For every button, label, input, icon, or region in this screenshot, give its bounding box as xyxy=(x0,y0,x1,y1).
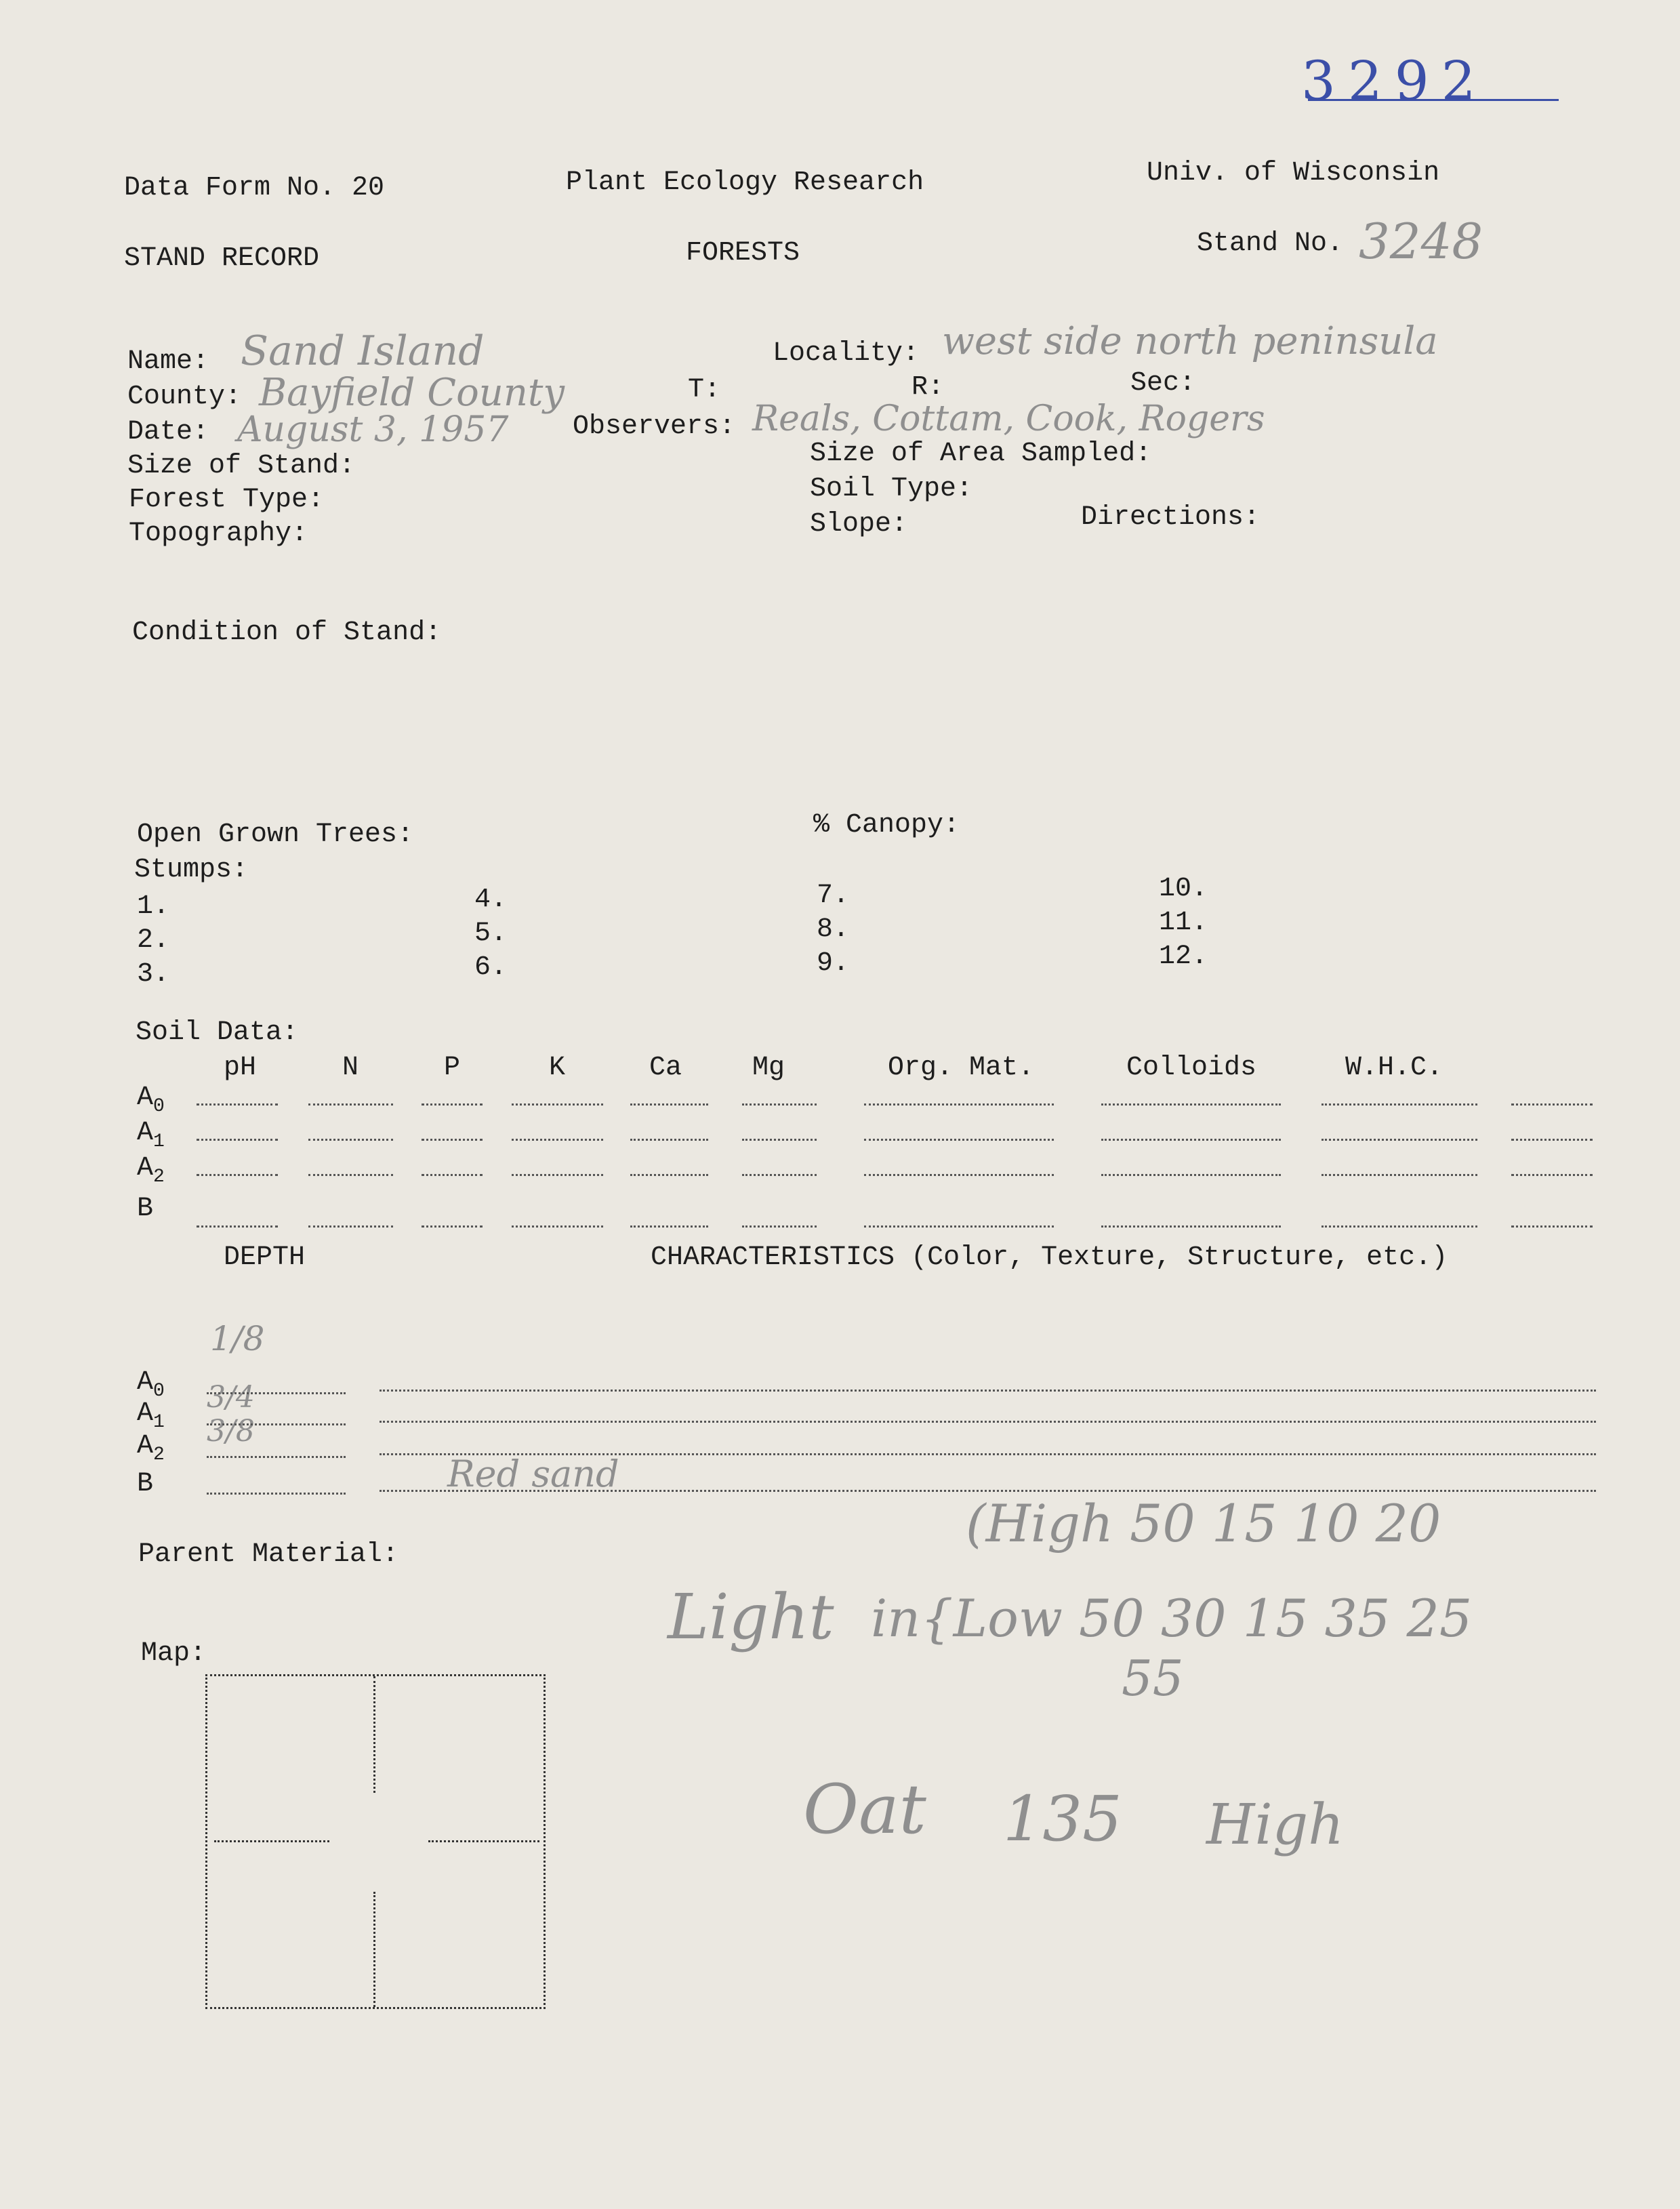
note-line: in{Low 50 30 15 35 25 xyxy=(871,1588,1473,1648)
soil-cell-line xyxy=(1511,1103,1593,1106)
locality-label: Locality: xyxy=(773,338,920,369)
note-line: 55 xyxy=(1122,1650,1184,1707)
soil-cell-line xyxy=(308,1225,393,1228)
record-title: STAND RECORD xyxy=(124,243,320,274)
stump-number: 8. xyxy=(817,914,850,945)
soil-cell-line xyxy=(1101,1225,1281,1228)
soil-column-header: Mg xyxy=(752,1053,785,1083)
note-line: Light xyxy=(668,1581,834,1653)
soil-cell-line xyxy=(864,1225,1054,1228)
size-of-stand-label: Size of Stand: xyxy=(127,451,356,481)
soil-cell-line xyxy=(864,1139,1054,1141)
soil-cell-line xyxy=(742,1139,817,1141)
stand-no-value: 3248 xyxy=(1359,213,1483,270)
soil-cell-line xyxy=(742,1103,817,1106)
university: Univ. of Wisconsin xyxy=(1147,158,1440,188)
stand-no-label: Stand No. xyxy=(1197,228,1344,259)
canopy-label: % Canopy: xyxy=(813,810,960,840)
soil-cell-line xyxy=(308,1103,393,1106)
range-label: R: xyxy=(911,372,945,403)
corner-number-underline xyxy=(1308,99,1559,101)
soil-cell-line xyxy=(1511,1139,1593,1141)
soil-column-header: Colloids xyxy=(1126,1053,1257,1083)
characteristics-line xyxy=(380,1453,1596,1455)
form-number: Data Form No. 20 xyxy=(124,173,385,203)
soil-column-header: K xyxy=(549,1053,566,1083)
soil-cell-line xyxy=(742,1225,817,1228)
date-value: August 3, 1957 xyxy=(237,409,509,450)
soil-cell-line xyxy=(1101,1174,1281,1176)
stump-number: 5. xyxy=(474,918,508,949)
organization: Plant Ecology Research xyxy=(566,167,924,198)
soil-cell-line xyxy=(742,1174,817,1176)
soil-cell-line xyxy=(422,1174,483,1176)
note-line: (High 50 15 10 20 xyxy=(966,1493,1441,1554)
observers-label: Observers: xyxy=(573,411,736,442)
depth-label: DEPTH xyxy=(224,1242,306,1273)
soil-cell-line xyxy=(630,1225,708,1228)
soil-column-header: Ca xyxy=(649,1053,682,1083)
map-grid-line xyxy=(428,1840,539,1842)
soil-cell-line xyxy=(1101,1139,1281,1141)
stump-number: 7. xyxy=(817,880,850,911)
depth-line xyxy=(207,1456,346,1458)
map-box xyxy=(205,1674,546,2009)
stump-number: 3. xyxy=(137,959,170,990)
parent-material-label: Parent Material: xyxy=(138,1539,399,1570)
soil-cell-line xyxy=(1511,1225,1593,1228)
horizon-label: $A_2$ xyxy=(137,1153,165,1188)
depth-value: 3/4 xyxy=(207,1380,255,1415)
locality-value: west side north peninsula xyxy=(942,319,1438,363)
condition-label: Condition of Stand: xyxy=(132,617,442,648)
topography-label: Topography: xyxy=(129,519,308,549)
section-label: Sec: xyxy=(1130,368,1196,399)
stump-number: 12. xyxy=(1159,941,1208,972)
county-value: Bayfield County xyxy=(259,371,565,415)
soil-cell-line xyxy=(197,1139,278,1141)
stump-number: 2. xyxy=(137,925,170,956)
characteristics-line xyxy=(380,1490,1596,1492)
soil-column-header: pH xyxy=(224,1053,257,1083)
soil-cell-line xyxy=(512,1103,603,1106)
soil-cell-line xyxy=(1322,1103,1477,1106)
soil-cell-line xyxy=(630,1139,708,1141)
soil-data-title: Soil Data: xyxy=(136,1017,299,1048)
soil-cell-line xyxy=(512,1139,603,1141)
soil-cell-line xyxy=(1101,1103,1281,1106)
note-line: High xyxy=(1206,1793,1345,1857)
open-grown-label: Open Grown Trees: xyxy=(137,819,414,850)
county-label: County: xyxy=(127,382,242,412)
soil-type-label: Soil Type: xyxy=(810,474,973,504)
soil-column-header: P xyxy=(444,1053,461,1083)
soil-cell-line xyxy=(197,1174,278,1176)
township-label: T: xyxy=(688,375,721,405)
soil-cell-line xyxy=(864,1174,1054,1176)
depth-line xyxy=(207,1423,346,1425)
horizon-label: B xyxy=(137,1194,154,1224)
note-line: 135 xyxy=(1003,1783,1122,1855)
soil-cell-line xyxy=(1322,1225,1477,1228)
soil-cell-line xyxy=(422,1225,483,1228)
soil-cell-line xyxy=(422,1139,483,1141)
form-type: FORESTS xyxy=(686,238,800,268)
soil-column-header: W.H.C. xyxy=(1345,1053,1443,1083)
observers-value: Reals, Cottam, Cook, Rogers xyxy=(752,399,1265,439)
soil-cell-line xyxy=(197,1225,278,1228)
map-grid-line xyxy=(373,1676,375,1793)
slope-label: Slope: xyxy=(810,509,908,540)
forest-type-label: Forest Type: xyxy=(129,485,325,515)
stump-number: 9. xyxy=(817,948,850,979)
map-grid-line xyxy=(373,1892,375,2007)
name-label: Name: xyxy=(127,346,209,377)
horizon-label: B xyxy=(137,1469,154,1499)
characteristic-value: Red sand xyxy=(447,1453,619,1495)
stumps-label: Stumps: xyxy=(134,855,249,885)
depth-value: 1/8 xyxy=(210,1319,265,1358)
soil-column-header: N xyxy=(342,1053,359,1083)
stump-number: 4. xyxy=(474,885,508,915)
horizon-label: $A_0$ xyxy=(137,1082,165,1117)
horizon-label: $A_0$ xyxy=(137,1367,165,1402)
size-of-area-label: Size of Area Sampled: xyxy=(810,439,1152,469)
soil-cell-line xyxy=(512,1225,603,1228)
soil-cell-line xyxy=(1322,1174,1477,1176)
soil-cell-line xyxy=(422,1103,483,1106)
soil-cell-line xyxy=(512,1174,603,1176)
map-grid-line xyxy=(214,1840,329,1842)
date-label: Date: xyxy=(127,417,209,447)
soil-cell-line xyxy=(197,1103,278,1106)
soil-cell-line xyxy=(1511,1174,1593,1176)
stump-number: 11. xyxy=(1159,908,1208,938)
stump-number: 6. xyxy=(474,952,508,983)
soil-cell-line xyxy=(308,1174,393,1176)
characteristics-label: CHARACTERISTICS (Color, Texture, Structure, etc.) xyxy=(651,1242,1448,1273)
characteristics-line xyxy=(380,1421,1596,1423)
depth-line xyxy=(207,1493,346,1495)
directions-label: Directions: xyxy=(1081,502,1261,533)
name-value: Sand Island xyxy=(241,327,485,375)
map-label: Map: xyxy=(141,1638,207,1669)
horizon-label: $A_2$ xyxy=(137,1431,165,1465)
soil-cell-line xyxy=(1322,1139,1477,1141)
horizon-label: $A_1$ xyxy=(137,1118,165,1152)
stump-number: 1. xyxy=(137,891,170,922)
soil-cell-line xyxy=(308,1139,393,1141)
soil-column-header: Org. Mat. xyxy=(888,1053,1035,1083)
soil-cell-line xyxy=(864,1103,1054,1106)
characteristics-line xyxy=(380,1390,1596,1392)
depth-line xyxy=(207,1392,346,1394)
soil-cell-line xyxy=(630,1174,708,1176)
note-line: Oat xyxy=(803,1770,926,1849)
corner-number: 3292 xyxy=(1301,49,1488,113)
depth-value: 3/8 xyxy=(207,1414,255,1448)
soil-cell-line xyxy=(630,1103,708,1106)
horizon-label: $A_1$ xyxy=(137,1398,165,1433)
stump-number: 10. xyxy=(1159,874,1208,904)
